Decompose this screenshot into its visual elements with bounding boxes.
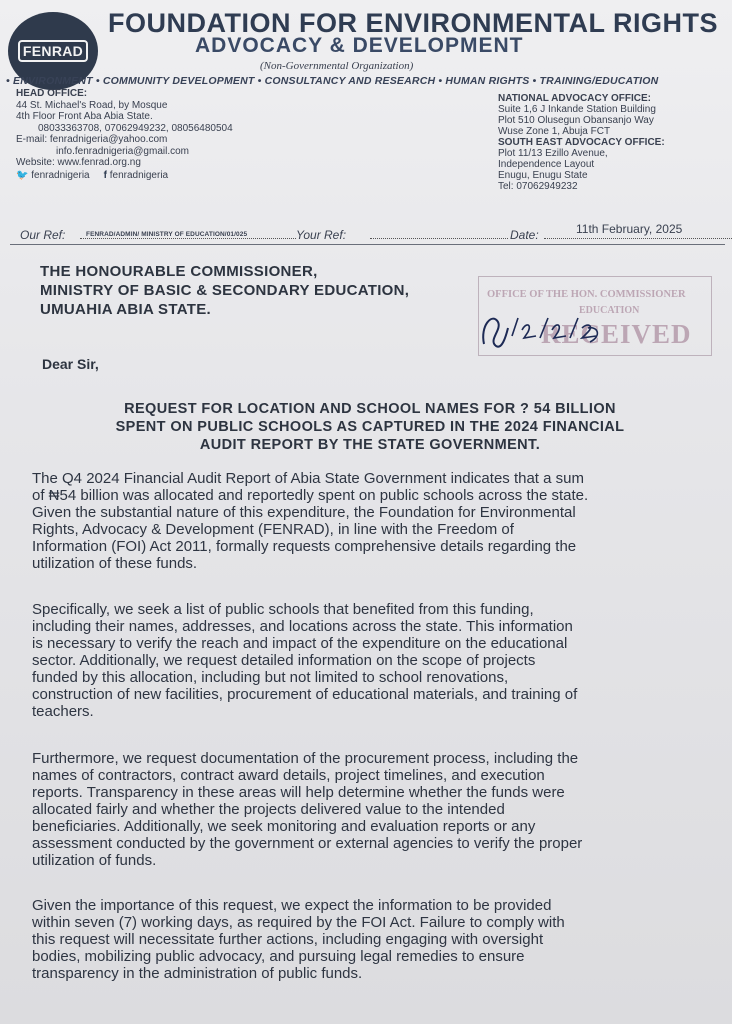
facebook-label: fenradnigeria — [109, 169, 169, 181]
national-office-heading: NATIONAL ADVOCACY OFFICE: — [498, 93, 651, 104]
head-office-line1: 44 St. Michael's Road, by Mosque — [16, 99, 168, 111]
our-ref-label: Our Ref: — [20, 228, 66, 242]
south-east-line2: Independence Layout — [498, 159, 595, 170]
head-office-line2: 4th Floor Front Aba Abia State. — [16, 111, 153, 122]
ngo-note: (Non-Governmental Organization) — [260, 60, 414, 72]
date-value: 11th February, 2025 — [576, 222, 683, 236]
p1-line: Information (FOI) Act 2011, formally requests comprehensive details regarding the — [32, 538, 577, 555]
p3-line: assessment conducted by the government or external agencies to verify the proper — [32, 835, 583, 852]
subject-heading — [60, 400, 680, 454]
south-east-line3: Enugu, Enugu State — [498, 170, 588, 181]
p4-line: this request will necessitate further actions, including engaging with oversight — [32, 931, 544, 948]
p2-line: teachers. — [32, 703, 94, 720]
header-divider — [10, 244, 725, 245]
p2-line: sector. Additionally, we request detailed information on the scope of projects — [32, 652, 536, 669]
addressee-line3: UMUAHIA ABIA STATE. — [40, 301, 211, 318]
national-office-line1: Suite 1,6 J Inkande Station Building — [498, 104, 656, 115]
national-office-line2: Plot 510 Olusegun Obansanjo Way — [498, 115, 654, 126]
p2-line: construction of new facilities, procurement of educational materials, and training of — [32, 686, 578, 703]
p4-line: bodies, mobilizing public advocacy, and pursuing legal remedies to ensure — [32, 948, 525, 965]
head-office-email1: E-mail: fenradnigeria@yahoo.com — [16, 134, 168, 145]
p2-line: is necessary to verify the reach and impact of the expenditure on the educational — [32, 635, 568, 652]
p2-line: including their names, addresses, and locations across the state. This information — [32, 618, 573, 635]
paragraph-1 — [32, 470, 680, 572]
facebook-icon: f — [103, 169, 107, 181]
social-links — [16, 170, 316, 182]
stamp-line2: EDUCATION — [579, 305, 640, 316]
stamp-line1: OFFICE OF THE HON. COMMISSIONER — [487, 289, 686, 300]
logo-text: FENRAD — [18, 40, 88, 62]
your-ref-dotted-line — [370, 238, 508, 239]
p1-line: The Q4 2024 Financial Audit Report of Abia State Government indicates that a sum — [32, 470, 584, 487]
p1-line: Given the substantial nature of this expenditure, the Foundation for Environmental — [32, 504, 576, 521]
addressee-line2: MINISTRY OF BASIC & SECONDARY EDUCATION, — [40, 282, 410, 299]
p3-line: utilization of funds. — [32, 852, 157, 869]
addressee-block — [40, 262, 500, 319]
head-office-phones: 08033363708, 07062949232, 08056480504 — [38, 122, 233, 134]
p1-line: of ₦54 billion was allocated and reportedly spent on public schools across the state. — [32, 487, 589, 504]
subject-line3: AUDIT REPORT BY THE STATE GOVERNMENT. — [199, 437, 541, 453]
stamp-line3: RECEIVED — [541, 319, 692, 349]
south-east-line1: Plot 11/13 Ezillo Avenue, — [498, 148, 608, 159]
head-office-email2: info.fenradnigeria@gmail.com — [56, 145, 189, 157]
tagline: • ENVIRONMENT • COMMUNITY DEVELOPMENT • CONSULTANCY AND RESEARCH • HUMAN RIGHTS • TRAINING/EDUCATION — [6, 75, 659, 87]
head-office-heading: HEAD OFFICE: — [16, 88, 88, 99]
org-name: FOUNDATION FOR ENVIRONMENTAL RIGHTS — [108, 8, 718, 38]
our-ref-value: FENRAD/ADMIN/ MINISTRY OF EDUCATION/01/025 — [86, 231, 248, 238]
subject-line1: REQUEST FOR LOCATION AND SCHOOL NAMES FOR ? 54 BILLION — [124, 401, 616, 417]
your-ref-label: Your Ref: — [296, 228, 347, 242]
national-office-line3: Wuse Zone 1, Abuja FCT — [498, 126, 611, 137]
head-office-block — [16, 88, 316, 181]
reference-line — [20, 222, 720, 240]
date-label: Date: — [510, 228, 539, 242]
twitter-icon: 🐦 — [16, 169, 29, 181]
our-ref-dotted-line — [80, 238, 296, 239]
facebook-handle — [104, 170, 169, 182]
p3-line: reports. Transparency in these areas will help determine whether the funds were — [32, 784, 565, 801]
p2-line: Specifically, we seek a list of public schools that benefited from this funding, — [32, 601, 534, 618]
salutation: Dear Sir, — [42, 356, 99, 372]
p3-line: names of contractors, contract award details, project timelines, and execution — [32, 767, 545, 784]
offices-block — [498, 93, 723, 192]
p4-line: Given the importance of this request, we expect the information to be provided — [32, 897, 552, 914]
p4-line: within seven (7) working days, as required by the FOI Act. Failure to comply with — [32, 914, 565, 931]
south-east-office-heading: SOUTH EAST ADVOCACY OFFICE: — [498, 137, 665, 148]
subject-line2: SPENT ON PUBLIC SCHOOLS AS CAPTURED IN THE 2024 FINANCIAL — [115, 419, 625, 435]
twitter-label: fenradnigeria — [31, 169, 90, 181]
org-subtitle: ADVOCACY & DEVELOPMENT — [195, 34, 524, 57]
p2-line: funded by this allocation, including but not limited to school renovations, — [32, 669, 509, 686]
date-dotted-line — [544, 238, 732, 239]
p1-line: Rights, Advocacy & Development (FENRAD), in line with the Freedom of — [32, 521, 514, 538]
p3-line: Furthermore, we request documentation of the procurement process, including the — [32, 750, 579, 767]
p3-line: beneficiaries. Additionally, we seek monitoring and evaluation reports or any — [32, 818, 536, 835]
twitter-handle — [16, 170, 90, 182]
paragraph-2 — [32, 601, 680, 720]
south-east-tel: Tel: 07062949232 — [498, 181, 578, 192]
paragraph-4 — [32, 897, 680, 982]
addressee-line1: THE HONOURABLE COMMISSIONER, — [40, 263, 318, 280]
p1-line: utilization of these funds. — [32, 555, 198, 572]
website: Website: www.fenrad.org.ng — [16, 157, 141, 168]
handwritten-signature — [478, 306, 608, 352]
paragraph-3 — [32, 750, 680, 869]
p3-line: allocated fairly and whether the projects delivered value to the intended — [32, 801, 505, 818]
p4-line: transparency in the administration of public funds. — [32, 965, 363, 982]
